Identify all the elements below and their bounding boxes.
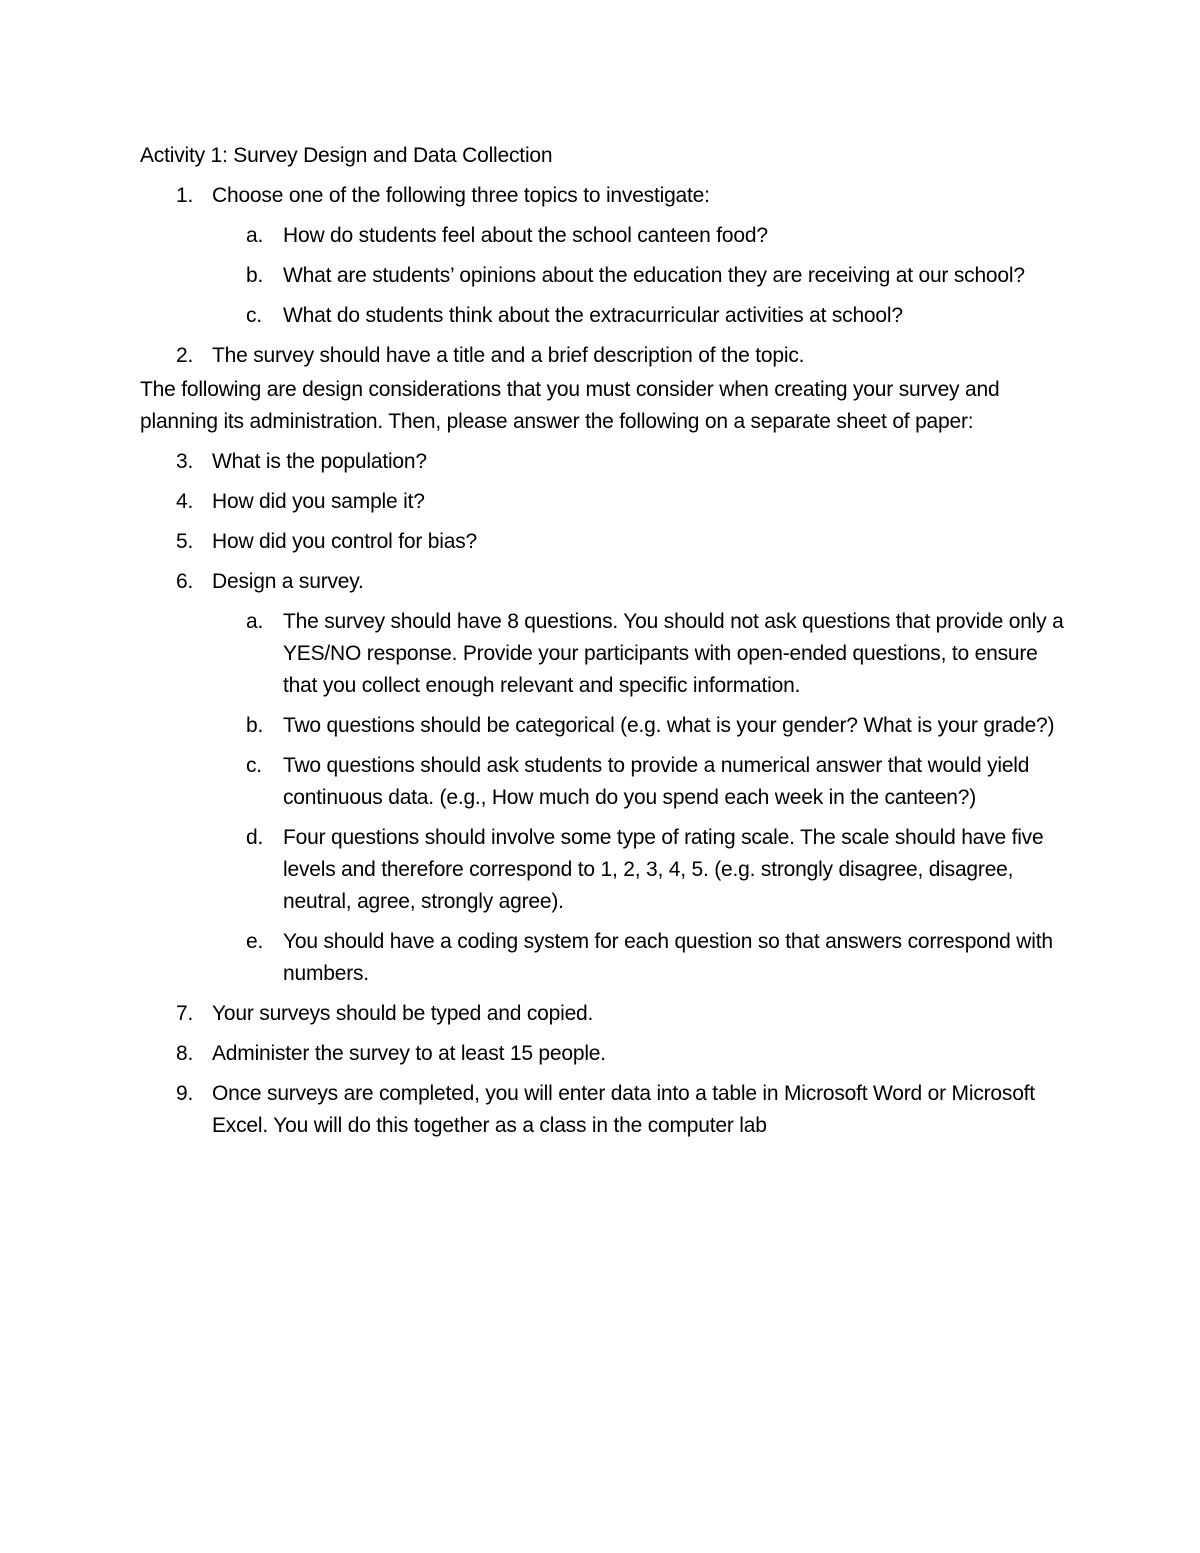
- list-number: 1.: [176, 184, 194, 207]
- sub-letter: c.: [246, 304, 262, 327]
- sub-letter: a.: [246, 224, 264, 247]
- list-item-text: How did you sample it?: [212, 490, 425, 513]
- sub-item-text: Four questions should involve some type of rating scale. The scale should have five levels and therefore correspond to 1, 2, 3, 4, 5. (e.g. strongly disagree, disagree, neutral, agree, strongly agree).: [283, 826, 1044, 913]
- list-item-text: What is the population?: [212, 450, 427, 473]
- list-item-text: How did you control for bias?: [212, 530, 478, 553]
- list-item-2: [140, 340, 1070, 372]
- list-item-text: Once surveys are completed, you will enter data into a table in Microsoft Word or Microsoft Excel. You will do this together as a class in the computer lab: [212, 1082, 1035, 1137]
- sub-item-6c: [140, 750, 1070, 814]
- list-item-3: [140, 446, 1070, 478]
- list-item-text: Choose one of the following three topics to investigate:: [212, 184, 710, 207]
- list-number: 4.: [176, 490, 194, 513]
- sub-letter: e.: [246, 930, 264, 953]
- list-item-8: [140, 1038, 1070, 1070]
- sub-letter: d.: [246, 826, 264, 849]
- sub-item-text: Two questions should ask students to provide a numerical answer that would yield continuous data. (e.g., How much do you spend each week in the canteen?): [283, 754, 1030, 809]
- list-item-text: The survey should have a title and a brief description of the topic.: [212, 344, 805, 367]
- sub-item-text: You should have a coding system for each question so that answers correspond with numbers.: [283, 930, 1053, 985]
- list-number: 5.: [176, 530, 194, 553]
- sub-letter: c.: [246, 754, 262, 777]
- sub-item-6b: [140, 710, 1070, 742]
- list-item-6: [140, 566, 1070, 598]
- instructions-paragraph: The following are design considerations that you must consider when creating your survey and planning its administration. Then, please answer the following on a separate sheet of paper:: [140, 378, 1000, 433]
- sub-item-text: The survey should have 8 questions. You should not ask questions that provide only a YES/NO response. Provide your participants with open-ended questions, to ensure that you collect enough relevant and specific information.: [283, 610, 1064, 697]
- list-item-text: Administer the survey to at least 15 people.: [212, 1042, 606, 1065]
- sub-letter: b.: [246, 264, 264, 287]
- sub-item-text: Two questions should be categorical (e.g. what is your gender? What is your grade?): [283, 714, 1055, 737]
- list-item-text: Design a survey.: [212, 570, 364, 593]
- sub-letter: b.: [246, 714, 264, 737]
- sub-item-6e: [140, 926, 1070, 990]
- document-body: [140, 140, 1070, 1150]
- sub-item-text: What do students think about the extracurricular activities at school?: [283, 304, 903, 327]
- list-number: 8.: [176, 1042, 194, 1065]
- list-number: 9.: [176, 1082, 194, 1105]
- list-number: 3.: [176, 450, 194, 473]
- list-number: 2.: [176, 344, 194, 367]
- list-item-9: [140, 1078, 1070, 1142]
- sub-item-1a: [140, 220, 1070, 252]
- sub-item-1b: [140, 260, 1070, 292]
- sub-item-6d: [140, 822, 1070, 918]
- list-number: 6.: [176, 570, 194, 593]
- sub-letter: a.: [246, 610, 264, 633]
- list-item-text: Your surveys should be typed and copied.: [212, 1002, 594, 1025]
- list-item-5: [140, 526, 1070, 558]
- sub-item-6a: [140, 606, 1070, 702]
- list-item-7: [140, 998, 1070, 1030]
- list-item-4: [140, 486, 1070, 518]
- sub-item-1c: [140, 300, 1070, 332]
- sub-item-text: How do students feel about the school canteen food?: [283, 224, 768, 247]
- sub-item-text: What are students’ opinions about the education they are receiving at our school?: [283, 264, 1025, 287]
- list-number: 7.: [176, 1002, 194, 1025]
- list-item-1: [140, 180, 1070, 212]
- document-title: Activity 1: Survey Design and Data Collection: [140, 144, 553, 167]
